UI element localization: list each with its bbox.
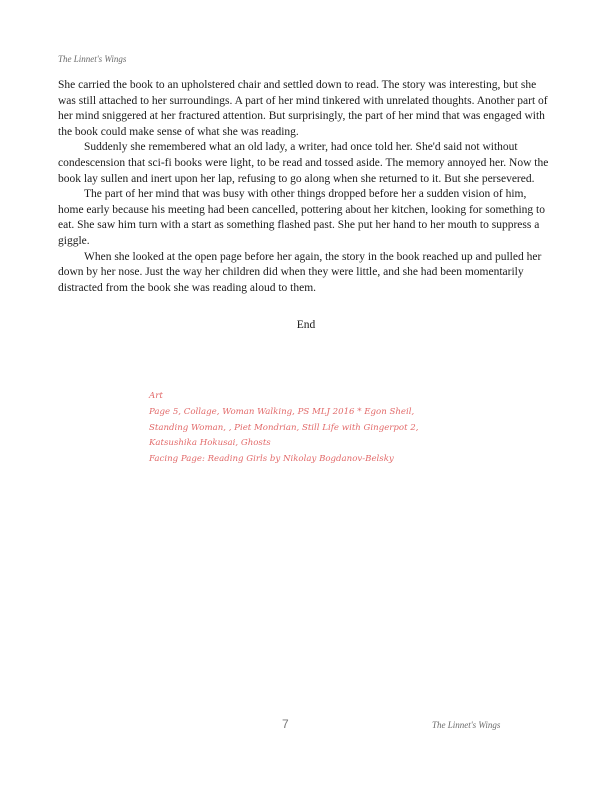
paragraph: When she looked at the open page before her again, the story in the book reached up and pulled her down by her nose. Just the way her children did when they were little, and she had been momentarily distracted from the book she was reading aloud to them. [58, 250, 542, 294]
end-mark: End [296, 319, 316, 331]
credits-heading: Art [149, 391, 163, 401]
credits-line: Page 5, Collage, Woman Walking, PS MLJ 2016 * Egon Sheil, [149, 406, 415, 417]
running-header-title: The Linnet's Wings [58, 54, 127, 64]
story-body [58, 78, 554, 296]
footer-title: The Linnet's Wings [432, 720, 501, 730]
paragraph: The part of her mind that was busy with other things dropped before her a sudden vision of him, home early because his meeting had been cancelled, pottering about her kitchen, looking for something to eat. She saw him turn with a start as something flashed past. She put her hand to her mouth to suppress a giggle. [58, 188, 545, 247]
credits-line: Facing Page: Reading Girls by Nikolay Bogdanov-Belsky [149, 454, 394, 465]
page-number: 7 [282, 717, 289, 731]
paragraph: Suddenly she remembered what an old lady, a writer, had once told her. She'd said not without condescension that sci-fi books were light, to be read and tossed aside. The memory annoyed her. Now the book lay sullen and inert upon her lap, refusing to go along when she returned to it. But she persevered. [58, 141, 549, 185]
credits-line: Katsushika Hokusai, Ghosts [149, 438, 271, 449]
art-credits [149, 389, 479, 468]
credits-line: Standing Woman, , Piet Mondrian, Still Life with Gingerpot 2, [149, 422, 419, 433]
paragraph: She carried the book to an upholstered chair and settled down to read. The story was interesting, but she was still attached to her surroundings. A part of her mind tinkered with unrelated thoughts. Another part of her mind sniggered at her fractured attention. But surprisingly, the part of her mind that was engaged with the book could make sense of what she was reading. [58, 79, 548, 138]
